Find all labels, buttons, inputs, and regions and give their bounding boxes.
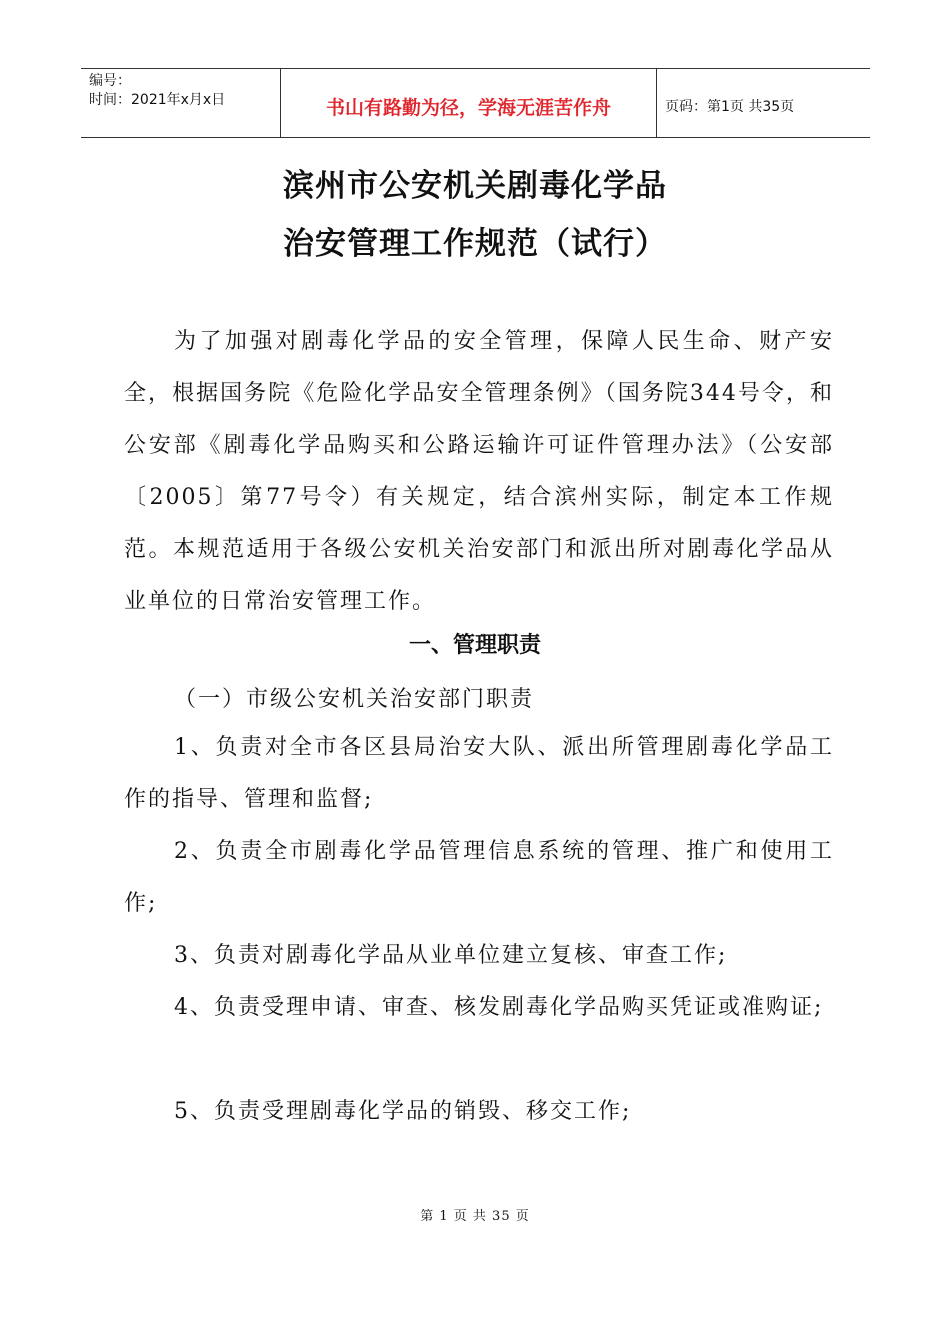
- document-header: [81, 68, 870, 138]
- code-label: 编号：: [89, 73, 131, 89]
- subsection-heading: （一）市级公安机关治安部门职责: [174, 687, 535, 712]
- header-meta-cell: [81, 69, 281, 137]
- document-title-line1: 滨州市公安机关剧毒化学品: [283, 168, 667, 204]
- intro-paragraph: 为了加强对剧毒化学品的安全管理，保障人民生命、财产安全，根据国务院《危险化学品安全管理条例》（国务院344号令，和公安部《剧毒化学品购买和公路运输许可证件管理办法》（公安部〔2005〕第77号令）有关规定，结合滨州实际，制定本工作规范。本规范适用于各级公安机关治安部门和派出所对剧毒化学品从业单位的日常治安管理工作。: [124, 329, 834, 614]
- list-item: 4、负责受理申请、审查、核发剧毒化学品购买凭证或准购证;: [174, 995, 824, 1020]
- list-item: 2、负责全市剧毒化学品管理信息系统的管理、推广和使用工作;: [124, 839, 834, 916]
- page-footer: 第 1 页 共 35 页: [420, 1209, 530, 1224]
- time-label: 时间：2021年x月x日: [89, 92, 226, 108]
- list-item: 3、负责对剧毒化学品从业单位建立复核、审查工作;: [174, 943, 728, 968]
- document-title-line2: 治安管理工作规范（试行）: [283, 226, 667, 262]
- list-item: 1、负责对全市各区县局治安大队、派出所管理剧毒化学品工作的指导、管理和监督;: [124, 735, 834, 812]
- header-page-info: 页码：第1页 共35页: [665, 99, 795, 115]
- section-heading: 一、管理职责: [408, 633, 541, 658]
- header-motto: 书山有路勤为径，学海无涯苦作舟: [281, 69, 657, 137]
- list-item: 5、负责受理剧毒化学品的销毁、移交工作;: [174, 1099, 632, 1124]
